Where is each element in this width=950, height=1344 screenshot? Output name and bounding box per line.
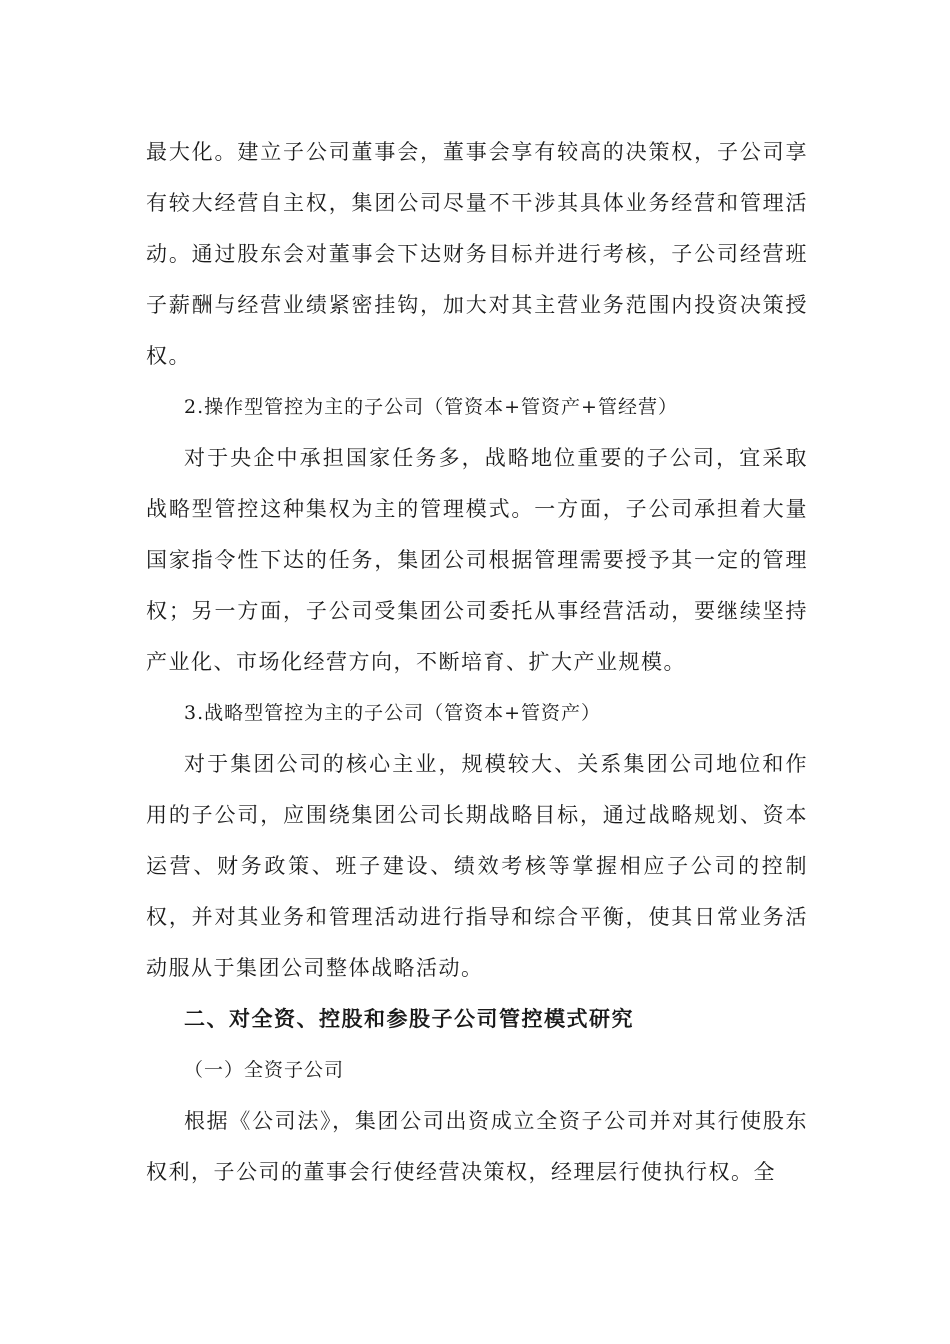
paragraph-strategic-control: 对于集团公司的核心主业，规模较大、关系集团公司地位和作用的子公司，应围绕集团公司长期战略目标，通过战略规划、资本运营、财务政策、班子建设、绩效考核等掌握相应子公司的控制权，并对其业务和管理活动进行指导和综合平衡，使其日常业务活动服从于集团公司整体战略活动。	[146, 752, 808, 980]
subheading-wholly-owned: （一）全资子公司	[184, 1059, 345, 1081]
paragraph-wholly-owned: 根据《公司法》，集团公司出资成立全资子公司并对其行使股东权利，子公司的董事会行使经营决策权，经理层行使执行权。全	[146, 1109, 808, 1184]
section-heading: 二、对全资、控股和参股子公司管控模式研究	[184, 1007, 634, 1031]
subheading-operational-control: 2.操作型管控为主的子公司（管资本+管资产+管经营）	[184, 396, 678, 418]
paragraph-operational-control: 对于央企中承担国家任务多，战略地位重要的子公司，宜采取战略型管控这种集权为主的管理模式。一方面，子公司承担着大量国家指令性下达的任务，集团公司根据管理需要授予其一定的管理权；另一方面，子公司受集团公司委托从事经营活动，要继续坚持产业化、市场化经营方向，不断培育、扩大产业规模。	[146, 446, 808, 674]
paragraph-continued: 最大化。建立子公司董事会，董事会享有较高的决策权，子公司享有较大经营自主权，集团公司尽量不干涉其具体业务经营和管理活动。通过股东会对董事会下达财务目标并进行考核，子公司经营班子薪酬与经营业绩紧密挂钩，加大对其主营业务范围内投资决策授权。	[146, 140, 808, 368]
subheading-strategic-control: 3.战略型管控为主的子公司（管资本+管资产）	[184, 702, 602, 724]
document-body	[146, 127, 808, 1198]
